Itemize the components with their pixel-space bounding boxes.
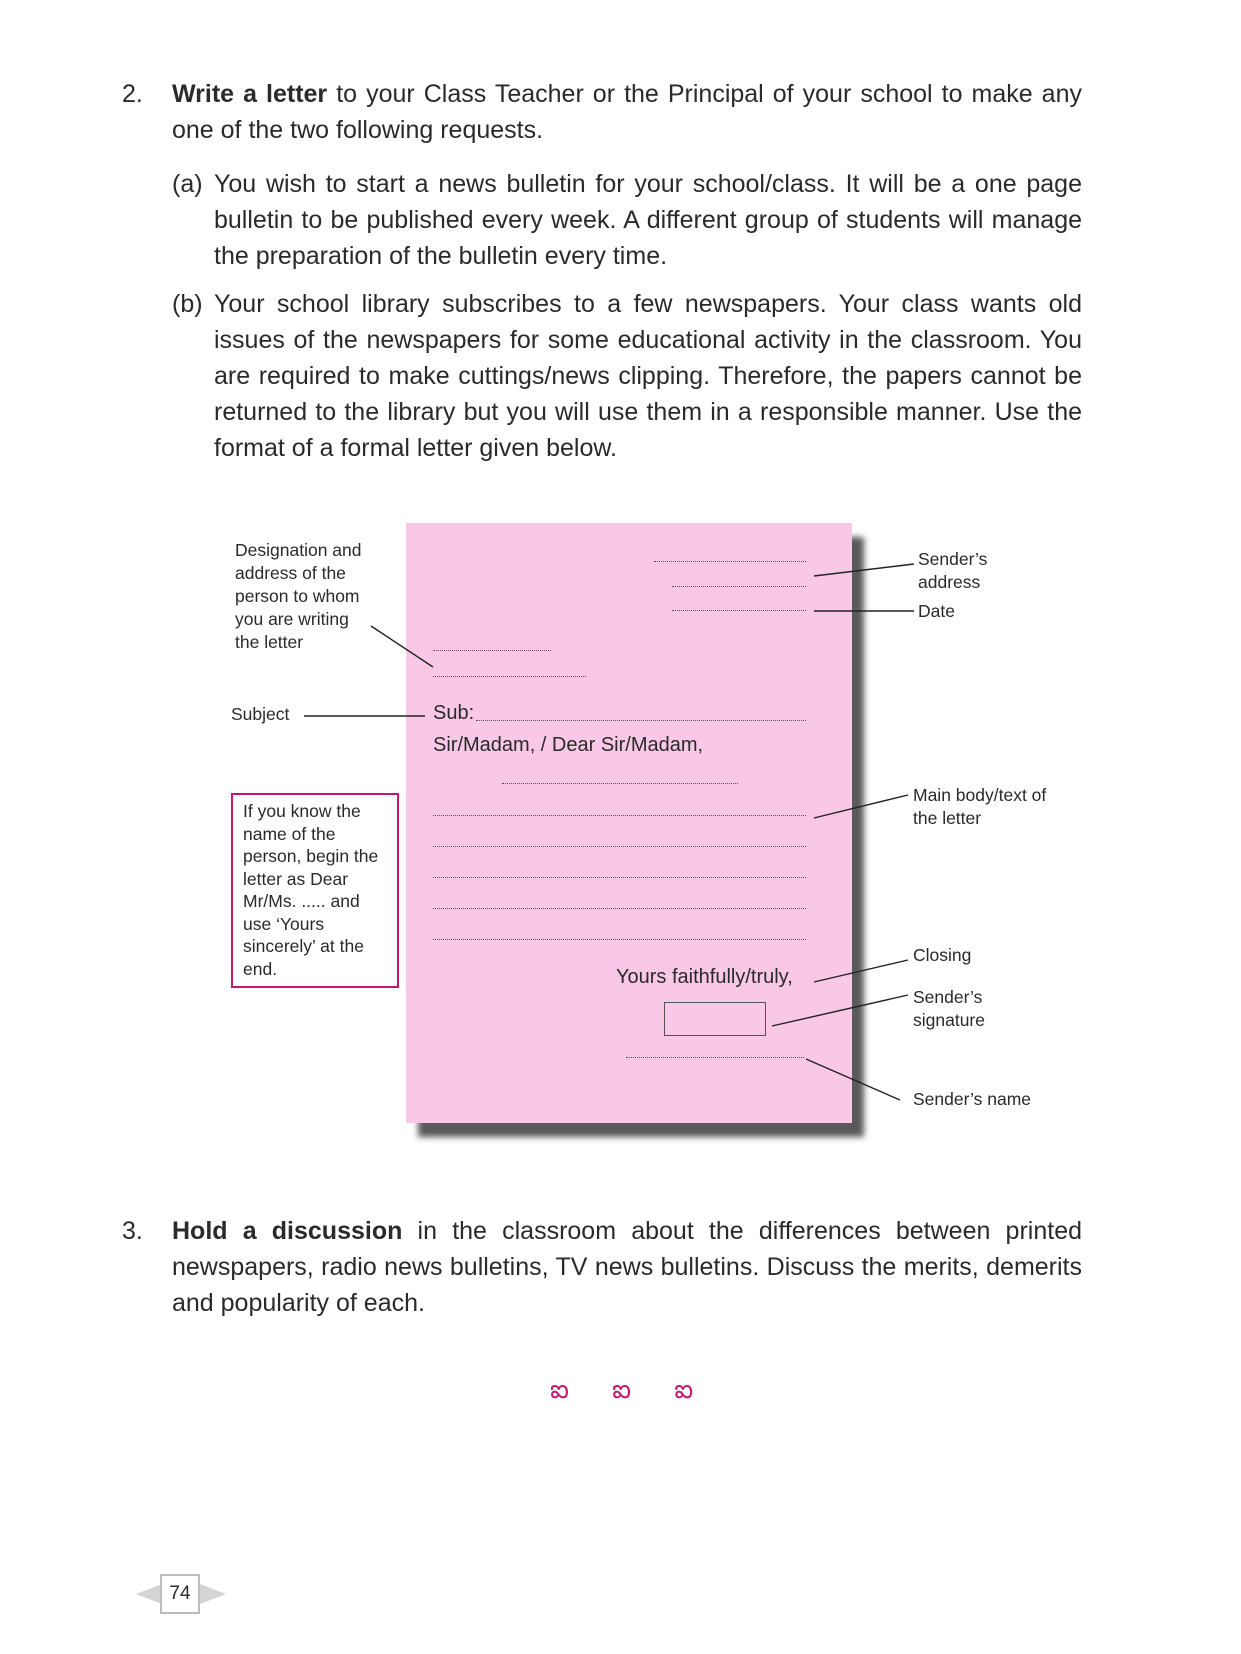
recipient-line-1 xyxy=(433,650,551,651)
signature-box xyxy=(664,1002,766,1036)
body-line xyxy=(433,939,806,940)
sender-address-line-2 xyxy=(672,586,806,587)
question-number: 3. xyxy=(122,1217,143,1245)
body-line xyxy=(433,815,806,816)
recipient-line-2 xyxy=(433,676,586,677)
annotation-sender-address: Sender’s address xyxy=(918,549,988,592)
question-3 xyxy=(122,1213,1082,1321)
date-line xyxy=(672,610,806,611)
page-number: 74 xyxy=(160,1574,200,1614)
annotation-sender-signature: Sender’s signature xyxy=(913,987,985,1030)
closing-text: Yours faithfully/truly, xyxy=(616,966,793,988)
option-a xyxy=(172,166,1082,274)
question-lead: Write a letter xyxy=(172,80,328,108)
body-line xyxy=(433,908,806,909)
question-2 xyxy=(122,76,1082,148)
annotation-tip-box: If you know the name of the person, begin the letter as Dear Mr/Ms. ..... and use ‘Yours sincerely’ at the end. xyxy=(231,793,399,988)
annotation-designation: Designation and address of the person to whom you are writing the letter xyxy=(235,540,362,652)
annotation-main-body: Main body/text of the letter xyxy=(913,785,1047,828)
option-b xyxy=(172,286,1082,466)
option-b-text: Your school library subscribes to a few newspapers. Your class wants old issues of the newspapers for some educational activity in the classroom. You are required to make cuttings/news clipping. Therefore, the papers cannot be returned to the library but you will use them in a responsible manner. Use the format of a formal letter given below. xyxy=(214,290,1082,462)
annotation-subject: Subject xyxy=(231,704,290,724)
subject-line xyxy=(476,720,806,721)
option-b-label: (b) xyxy=(172,290,203,318)
opening-line xyxy=(502,783,738,784)
question-text: to your Class Teacher or the Principal of your school to make any one of the two following requests. xyxy=(172,80,1082,144)
salutation: Sir/Madam, / Dear Sir/Madam, xyxy=(433,734,704,756)
subject-label: Sub: xyxy=(433,702,475,724)
annotation-sender-name: Sender’s name xyxy=(913,1089,1032,1109)
annotation-closing: Closing xyxy=(913,945,972,965)
sender-address-line-1 xyxy=(654,561,806,562)
body-line xyxy=(433,877,806,878)
option-a-label: (a) xyxy=(172,170,203,198)
body-line xyxy=(433,846,806,847)
option-a-text: You wish to start a news bulletin for your school/class. It will be a one page bulletin to be published every week. A different group of students will manage the preparation of the bulletin every time. xyxy=(214,170,1082,270)
letter-sheet xyxy=(406,523,852,1123)
question-lead: Hold a discussion xyxy=(172,1217,403,1245)
question-number: 2. xyxy=(122,80,143,108)
annotation-date: Date xyxy=(918,601,955,621)
sender-name-line xyxy=(626,1057,804,1058)
section-end-flourish: ఐ ఐ ఐ xyxy=(550,1374,712,1404)
question-text: in the classroom about the differences between printed newspapers, radio news bulletins, TV news bulletins. Discuss the merits, demerits and popularity of each. xyxy=(172,1217,1082,1317)
page-tab-left xyxy=(136,1584,162,1604)
page-tab-right xyxy=(200,1584,226,1604)
